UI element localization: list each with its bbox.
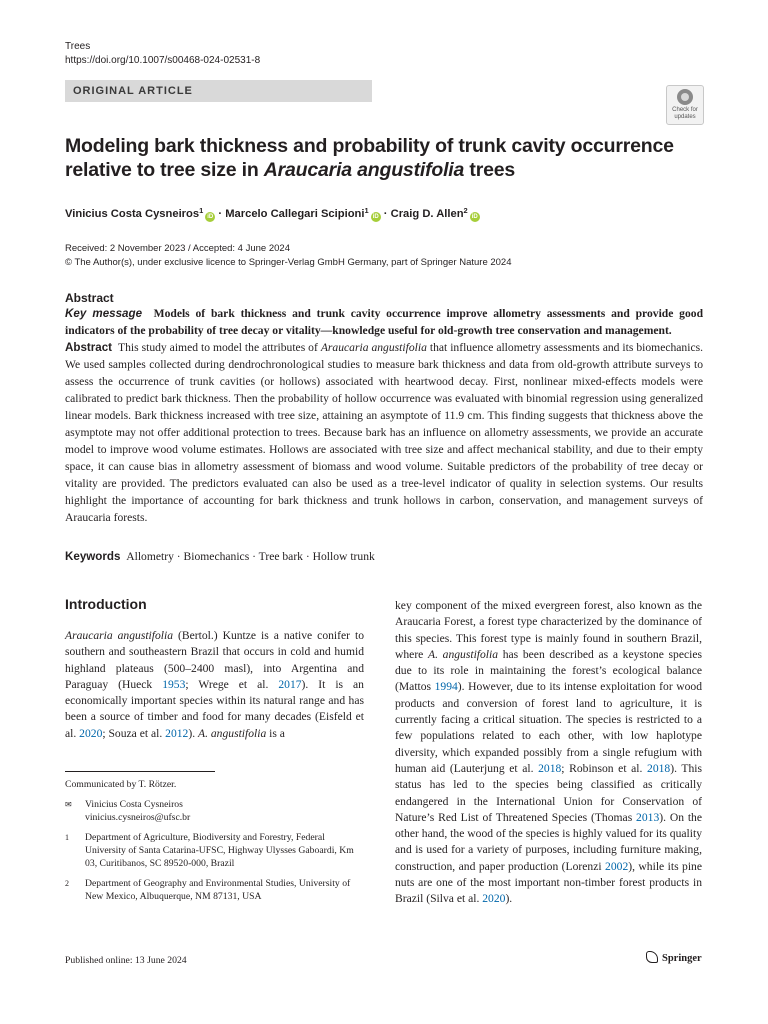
author-separator: ·	[380, 208, 391, 220]
contact-name: Vinicius Costa Cysneiros	[85, 799, 183, 810]
species-name: Araucaria angustifolia	[65, 629, 174, 642]
check-for-updates-badge[interactable]	[666, 85, 704, 125]
footnote-divider	[65, 771, 215, 772]
citation-link[interactable]: 1953	[162, 677, 186, 691]
springer-logo	[646, 951, 702, 964]
citation-link[interactable]: 1994	[434, 680, 458, 694]
journal-header	[65, 40, 260, 68]
key-message-text: Models of bark thickness and trunk cavity occurrence improve allometry assessments and provide good indicators of the probability of tree decay or vitality—knowledge useful for old-growth tree conservation and management.	[65, 307, 704, 337]
orcid-icon[interactable]: iD	[372, 214, 379, 220]
key-message	[65, 305, 703, 339]
citation-link[interactable]: 2012	[165, 726, 189, 740]
journal-name: Trees	[65, 41, 91, 52]
introduction-heading: Introduction	[65, 596, 147, 612]
author-name[interactable]: Vinicius Costa Cysneiros	[65, 208, 200, 220]
author-name[interactable]: Craig D. Allen	[390, 208, 464, 220]
body-text: ). It is an economically important species within its natural range and has been a source of timber and food for many decades (Eisfeld et al.	[65, 677, 364, 740]
orcid-icon[interactable]: iD	[207, 214, 214, 220]
affiliation-2	[65, 877, 365, 903]
species-name: A. angustifolia	[198, 726, 267, 740]
citation-link[interactable]: 2013	[636, 810, 660, 824]
citation-link[interactable]: 2020	[482, 892, 506, 906]
footnotes	[65, 778, 365, 910]
published-online-date: Published online: 13 June 2024	[65, 955, 187, 966]
body-text: ). However, due to its intense exploitation for wood products and conversion of forest land to agriculture, it is currently facing a critical situation. The species is restricted to a few populations related to each other, with low haplotype diversity, which expanded possibly from a single refugium with human aid (Lauterjung et al.	[395, 680, 702, 775]
body-text: (Bertol.) Kuntze is a native conifer to southern and southeastern Brazil that occurs in cold and humid highland plateaus (500–2400 masl), into Argentina and Paraguay (Hueck	[65, 629, 364, 691]
introduction-right-column	[395, 598, 702, 908]
author-affiliation-mark: 1	[364, 206, 369, 215]
affiliation-mark: 2	[65, 879, 69, 888]
citation-link[interactable]: 2020	[79, 726, 103, 740]
affiliation-mark: 1	[65, 833, 69, 842]
citation-link[interactable]: 2017	[278, 677, 302, 691]
abstract-paragraph	[65, 339, 703, 526]
title-part2: trees	[464, 159, 516, 181]
body-text: has been described as a keystone species due to its role in maintaining the forest’s ecological balance (Mattos	[395, 647, 703, 694]
body-text: ; Robinson et al.	[561, 761, 648, 775]
keywords	[65, 549, 375, 565]
communicated-text: Communicated by T. Rötzer.	[65, 779, 177, 790]
citation-link[interactable]: 2018	[538, 761, 562, 775]
species-name: A. angustifolia	[428, 647, 499, 661]
keywords-text: Allometry · Biomechanics · Tree bark · Hollow trunk	[126, 550, 375, 563]
body-text: is a	[266, 726, 285, 740]
abstract-label: Abstract	[65, 341, 113, 354]
body-text: ).	[505, 892, 513, 906]
abstract-text: that influence allometry assessments and its biomechanics. We used samples collected during dendrochronological studies to measure bark thickness and data from old-growth attribute surveys to assess the occurrence of trunk cavities (or hollows) associated with heartwood decay. First, nonlinear mixed-effects models were calibrated to predict bark thickness. Then the probability of hollow occurrence was evaluated with binomial regression using generalized linear models. Bark thickness increased with tree size, attaining an asymptote of 11.9 cm. This finding suggests that thickness above the asymptote may not offer additional protection to trees. Because bark has an influence on allometry assessments, we provide an accurate model to improve wood volume estimates. Hollows are associated with tree size and affect mechanical stability, and due to their empty space, it can cause bias in allometry assessment of biomass and wood volume. Suitable predictors of the probability of tree decay or vitality are provided. The predictors evaluated can also be used as a tree-level indicator of quality in selection systems. Our results highlight the importance of accounting for bark thickness and trunk hollows in carbon, conservation, and management surveys of Araucaria forests.	[65, 341, 704, 524]
check-updates-icon	[677, 89, 693, 105]
copyright-notice: © The Author(s), under exclusive licence to Springer-Verlag GmbH Germany, part of Springer Nature 2024	[65, 257, 512, 268]
body-text: ). This status has led to the species being classified as critically endangered in the International Union for Conservation of Nature’s Red List of Threatened Species (Thomas	[395, 761, 702, 824]
body-text: ), while its pine nuts are one of the most important non-timber forest products in Brazil (Silva et al.	[395, 859, 702, 906]
body-text: ).	[188, 726, 198, 740]
publisher-name: Springer	[662, 953, 702, 964]
introduction-left-column	[65, 628, 364, 742]
abstract-body	[65, 305, 703, 526]
affiliation-1	[65, 831, 365, 870]
title-part1: Modeling bark thickness and probability of trunk cavity occurrence relative to tree size in	[65, 135, 674, 181]
abstract-text: This study aimed to model the attributes of	[118, 341, 321, 354]
author-separator: ·	[215, 208, 226, 220]
envelope-icon: ✉	[65, 800, 72, 809]
article-dates	[65, 242, 512, 270]
springer-horse-icon	[646, 951, 658, 963]
body-text: key component of the mixed evergreen forest, also known as the Araucaria Forest, a forest type characterized by the dominance of this species. This forest type is mainly found in southern Brazil, where	[395, 599, 702, 661]
body-text: ). On the other hand, the wood of the species is highly valued for its quality and is used for a variety of purposes, including furniture making, construction, and paper production (Lorenzi	[395, 810, 702, 873]
corresponding-author	[65, 798, 365, 824]
check-updates-label: Check for updates	[672, 107, 698, 120]
communicated-by	[65, 778, 365, 791]
affiliation-text: Department of Agriculture, Biodiversity and Forestry, Federal University of Santa Catarina-UFSC, Highway Ulysses Gaboardi, Km 03, Curitibanos, SC 89520-000, Brazil	[85, 832, 354, 869]
body-text: ; Souza et al.	[102, 726, 166, 740]
received-accepted-dates: Received: 2 November 2023 / Accepted: 4 June 2024	[65, 243, 290, 254]
author-affiliation-mark: 2	[463, 206, 468, 215]
orcid-icon[interactable]: iD	[471, 214, 478, 220]
citation-link[interactable]: 2002	[605, 859, 629, 873]
body-text: ; Wrege et al.	[185, 677, 279, 691]
keywords-label: Keywords	[65, 550, 121, 563]
article-type-banner: ORIGINAL ARTICLE	[65, 80, 372, 102]
author-list	[65, 204, 480, 222]
doi-link[interactable]: https://doi.org/10.1007/s00468-024-02531-8	[65, 55, 261, 66]
contact-email-link[interactable]: vinicius.cysneiros@ufsc.br	[85, 812, 191, 823]
key-message-label: Key message	[65, 307, 143, 320]
citation-link[interactable]: 2018	[647, 761, 671, 775]
affiliation-text: Department of Geography and Environmental Studies, University of New Mexico, Albuquerque, NM 87131, USA	[85, 878, 351, 902]
article-title	[65, 134, 705, 182]
abstract-species: Araucaria angustifolia	[320, 341, 427, 354]
title-species: Araucaria angustifolia	[263, 159, 465, 181]
author-affiliation-mark: 1	[199, 206, 204, 215]
author-name[interactable]: Marcelo Callegari Scipioni	[225, 208, 365, 220]
abstract-heading: Abstract	[65, 291, 114, 305]
